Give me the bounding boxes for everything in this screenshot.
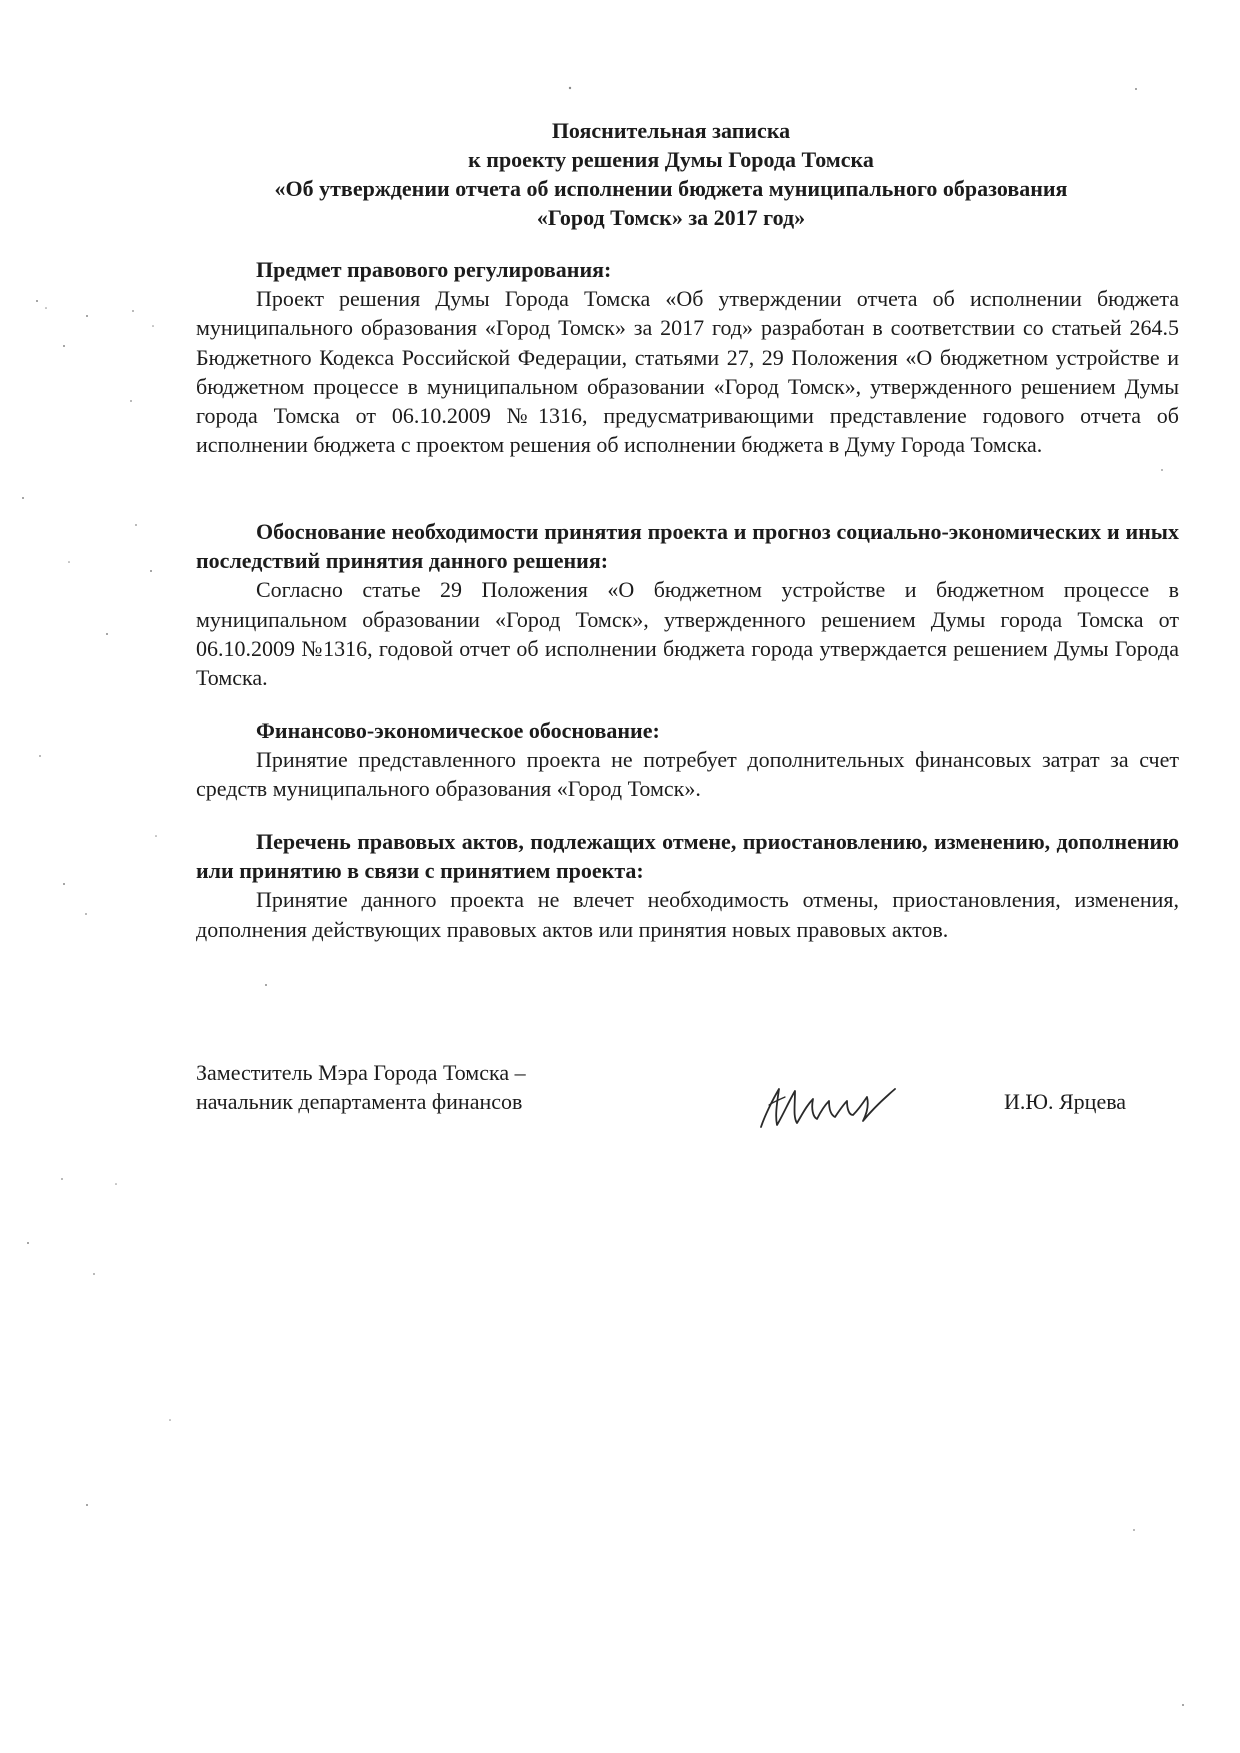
signatory-position-line2: начальник департамента финансов bbox=[196, 1089, 523, 1114]
section-body: Принятие данного проекта не влечет необходимость отмены, приостановления, изменения, дополнения действующих правовых актов или принятия новых правовых актов. bbox=[196, 887, 1179, 942]
section-financial-justification bbox=[196, 716, 1179, 804]
section-title: Предмет правового регулирования: bbox=[256, 257, 612, 282]
section-title: Перечень правовых актов, подлежащих отмене, приостановлению, изменению, дополнению или принятию в связи с принятием проекта: bbox=[196, 829, 1179, 884]
signatory-position bbox=[196, 1058, 526, 1116]
heading-project-title-cont: «Город Томск» за 2017 год» bbox=[536, 205, 806, 230]
section-body: Принятие представленного проекта не потребует дополнительных финансовых затрат за счет средств муниципального образования «Город Томск». bbox=[196, 747, 1179, 802]
handwritten-signature bbox=[755, 1075, 915, 1135]
heading-project-title: «Об утверждении отчета об исполнении бюджета муниципального образования bbox=[274, 176, 1068, 201]
heading-title: Пояснительная записка bbox=[551, 118, 791, 143]
section-body: Согласно статье 29 Положения «О бюджетном устройстве и бюджетном процессе в муниципальном образовании «Город Томск», утвержденного решением Думы города Томска от 06.10.2009 №1316, годовой отчет об исполнении бюджета города утверждается решением Думы Города Томска. bbox=[196, 577, 1179, 691]
section-title: Обоснование необходимости принятия проекта и прогноз социально-экономических и иных последствий принятия данного решения: bbox=[196, 519, 1179, 574]
section-body: Проект решения Думы Города Томска «Об утверждении отчета об исполнении бюджета муниципального образования «Город Томск» за 2017 год» разработан в соответствии со статьей 264.5 Бюджетного Кодекса Российской Федерации, статьями 27, 29 Положения «О бюджетном устройстве и бюджетном процессе в муниципальном образовании «Город Томск», утвержденного решением Думы города Томска от 06.10.2009 №1316, предусматривающими представление годового отчета об исполнении бюджета с проектом решения об исполнении бюджета в Думу Города Томска. bbox=[196, 286, 1179, 458]
section-title: Финансово-экономическое обоснование: bbox=[256, 718, 660, 743]
heading-subtitle: к проекту решения Думы Города Томска bbox=[468, 147, 874, 172]
section-legal-acts-list bbox=[196, 827, 1179, 944]
signatory-name: И.Ю. Ярцева bbox=[1004, 1089, 1127, 1114]
document-heading bbox=[196, 116, 1146, 232]
signatory-position-line1: Заместитель Мэра Города Томска – bbox=[196, 1060, 526, 1085]
section-legal-regulation bbox=[196, 255, 1179, 459]
section-justification bbox=[196, 517, 1179, 692]
